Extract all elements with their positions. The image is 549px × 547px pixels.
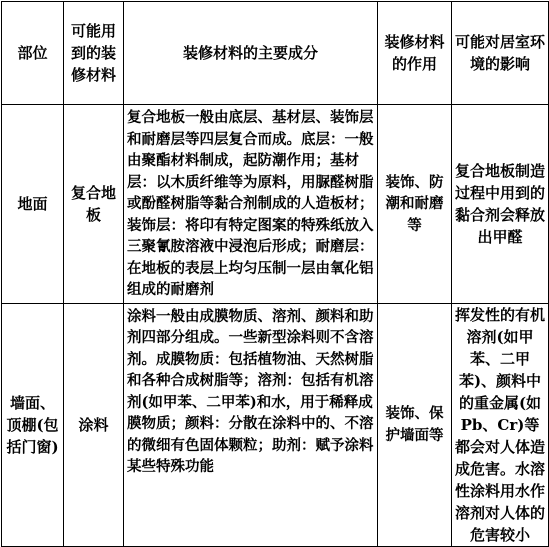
header-function: 装修材料的作用	[378, 2, 452, 105]
cell-function: 装饰、防潮和耐磨等	[378, 105, 452, 304]
cell-composition: 涂料一般由成膜物质、溶剂、颜料和助剂四部分组成。一些新型涂料则不含溶剂。成膜物质：包括植物油、天然树脂和各种合成树脂等；溶剂：包括有机溶剂(如甲苯、二甲苯)和水，用于稀释成膜物质；颜料：分散在涂料中的、不溶的微细有色固体颗粒；助剂：赋予涂料某些特殊功能	[124, 303, 378, 546]
cell-material: 涂料	[64, 303, 124, 546]
cell-material: 复合地板	[64, 105, 124, 304]
table-header-row	[2, 2, 549, 105]
cell-part: 墙面、顶棚(包括门窗)	[2, 303, 64, 546]
header-impact: 可能对居室环境的影响	[452, 2, 549, 105]
cell-function: 装饰、保护墙面等	[378, 303, 452, 546]
table-row	[2, 105, 549, 304]
cell-impact: 复合地板制造过程中用到的黏合剂会释放出甲醛	[452, 105, 549, 304]
cell-composition: 复合地板一般由底层、基材层、装饰层和耐磨层等四层复合而成。底层：一般由聚酯材料制成，起防潮作用；基材层：以木质纤维等为原料，用脲醛树脂或酚醛树脂等黏合剂制成的人造板材；装饰层：将印有特定图案的特殊纸放入三聚氰胺溶液中浸泡后形成；耐磨层：在地板的表层上均匀压制一层由氧化铝组成的耐磨剂	[124, 105, 378, 304]
header-composition: 装修材料的主要成分	[124, 2, 378, 105]
cell-impact: 挥发性的有机溶剂(如甲苯、二甲苯)、颜料中的重金属(如Pb、Cr)等都会对人体造成危害。水溶性涂料用水作溶剂对人体的危害较小	[452, 303, 549, 546]
header-materials: 可能用到的装修材料	[64, 2, 124, 105]
table-row	[2, 303, 549, 546]
cell-part: 地面	[2, 105, 64, 304]
header-part: 部位	[2, 2, 64, 105]
materials-table	[1, 1, 549, 547]
